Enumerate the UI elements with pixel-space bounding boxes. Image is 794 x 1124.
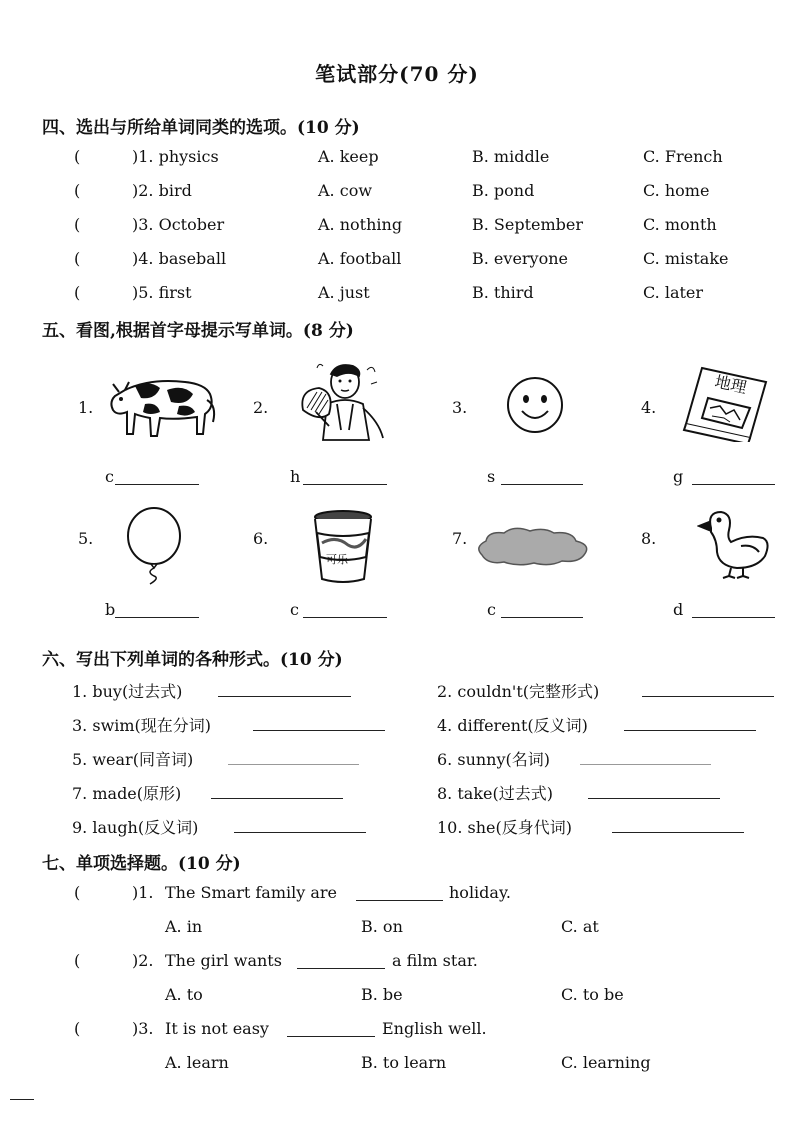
- option-a: A. to: [165, 985, 203, 1004]
- section-6-heading: 六、写出下列单词的各种形式。(10 分): [42, 650, 343, 670]
- question-4-5: )5. first: [132, 283, 192, 302]
- answer-blank[interactable]: [303, 470, 387, 489]
- answer-blank[interactable]: [580, 750, 711, 769]
- option-c: C. home: [643, 181, 710, 200]
- question-number: )2.: [132, 951, 154, 970]
- section-5-heading: 五、看图,根据首字母提示写单词。(8 分): [42, 321, 354, 341]
- question-text-end: English well.: [382, 1019, 487, 1038]
- question-number: )3.: [132, 1019, 154, 1038]
- answer-paren: (: [74, 883, 81, 902]
- word-form-item: 10. she(反身代词): [437, 818, 573, 837]
- option-a: A. in: [165, 917, 203, 936]
- answer-blank[interactable]: [303, 603, 387, 622]
- answer-paren: (: [74, 215, 81, 234]
- option-b: B. September: [472, 215, 584, 234]
- question-4-3: )3. October: [132, 215, 225, 234]
- footer-rule: [10, 1099, 34, 1100]
- word-form-item: 8. take(过去式): [437, 784, 553, 803]
- option-a: A. just: [318, 283, 370, 302]
- picture-number: 3.: [452, 398, 468, 417]
- page-title: 笔试部分(70 分): [315, 62, 479, 86]
- question-4-1: )1. physics: [132, 147, 219, 166]
- option-b: B. be: [361, 985, 403, 1004]
- cup-label: 可乐: [326, 553, 348, 566]
- answer-blank[interactable]: [211, 784, 343, 803]
- word-form-item: 3. swim(现在分词): [72, 716, 212, 735]
- picture-number: 7.: [452, 529, 468, 548]
- option-a: A. cow: [318, 181, 373, 200]
- word-form-item: 6. sunny(名词): [437, 750, 551, 769]
- answer-blank[interactable]: [115, 470, 199, 489]
- question-text-end: a film star.: [392, 951, 478, 970]
- option-b: B. on: [361, 917, 403, 936]
- duck-icon: [697, 508, 772, 580]
- word-form-item: 7. made(原形): [72, 784, 182, 803]
- option-c: C. later: [643, 283, 704, 302]
- cow-icon: [105, 372, 220, 442]
- picture-number: 6.: [253, 529, 269, 548]
- option-c: C. learning: [561, 1053, 651, 1072]
- question-text: It is not easy: [165, 1019, 269, 1038]
- question-4-4: )4. baseball: [132, 249, 227, 268]
- option-c: C. at: [561, 917, 599, 936]
- option-a: A. nothing: [318, 215, 403, 234]
- answer-blank[interactable]: [218, 682, 351, 701]
- cloud-icon: [474, 525, 592, 567]
- answer-blank[interactable]: [624, 716, 756, 735]
- answer-blank[interactable]: [287, 1022, 375, 1041]
- answer-blank[interactable]: [297, 954, 385, 973]
- option-c: C. French: [643, 147, 723, 166]
- answer-blank[interactable]: [356, 886, 443, 905]
- option-c: C. to be: [561, 985, 624, 1004]
- picture-number: 4.: [641, 398, 657, 417]
- answer-blank[interactable]: [612, 818, 744, 837]
- answer-blank[interactable]: [501, 603, 583, 622]
- option-c: C. mistake: [643, 249, 729, 268]
- hint-letter: c: [487, 600, 496, 619]
- hint-letter: h: [290, 467, 301, 486]
- answer-paren: (: [74, 283, 81, 302]
- word-form-item: 9. laugh(反义词): [72, 818, 199, 837]
- answer-blank[interactable]: [115, 603, 199, 622]
- option-c: C. month: [643, 215, 717, 234]
- picture-number: 5.: [78, 529, 94, 548]
- section-7-heading: 七、单项选择题。(10 分): [42, 854, 241, 874]
- option-a: A. keep: [318, 147, 379, 166]
- answer-blank[interactable]: [253, 716, 385, 735]
- option-b: B. third: [472, 283, 534, 302]
- question-text: The girl wants: [165, 951, 282, 970]
- answer-blank[interactable]: [588, 784, 720, 803]
- question-number: )1.: [132, 883, 154, 902]
- answer-paren: (: [74, 1019, 81, 1038]
- word-form-item: 4. different(反义词): [437, 716, 588, 735]
- answer-paren: (: [74, 249, 81, 268]
- book-title: 地理: [713, 371, 749, 398]
- answer-blank[interactable]: [501, 470, 583, 489]
- picture-number: 1.: [78, 398, 94, 417]
- picture-number: 2.: [253, 398, 269, 417]
- section-4-heading: 四、选出与所给单词同类的选项。(10 分): [42, 118, 360, 138]
- smile-icon: [505, 375, 565, 435]
- hot-man-fan-icon: [297, 360, 392, 445]
- answer-blank[interactable]: [234, 818, 366, 837]
- hint-letter: s: [487, 467, 496, 486]
- word-form-item: 5. wear(同音词): [72, 750, 194, 769]
- cola-cup-icon: [312, 509, 374, 584]
- question-text: The Smart family are: [165, 883, 338, 902]
- hint-letter: c: [290, 600, 299, 619]
- picture-number: 8.: [641, 529, 657, 548]
- option-b: B. to learn: [361, 1053, 447, 1072]
- word-form-item: 2. couldn't(完整形式): [437, 682, 600, 701]
- balloon-icon: [126, 506, 186, 586]
- question-4-2: )2. bird: [132, 181, 192, 200]
- answer-paren: (: [74, 181, 81, 200]
- option-b: B. everyone: [472, 249, 568, 268]
- answer-blank[interactable]: [642, 682, 774, 701]
- option-b: B. pond: [472, 181, 535, 200]
- option-a: A. football: [318, 249, 402, 268]
- word-form-item: 1. buy(过去式): [72, 682, 183, 701]
- hint-letter: b: [105, 600, 116, 619]
- hint-letter: g: [673, 467, 684, 486]
- hint-letter: d: [673, 600, 684, 619]
- hint-letter: c: [105, 467, 114, 486]
- option-a: A. learn: [165, 1053, 229, 1072]
- answer-blank[interactable]: [692, 470, 775, 489]
- answer-paren: (: [74, 147, 81, 166]
- option-b: B. middle: [472, 147, 550, 166]
- answer-blank[interactable]: [692, 603, 775, 622]
- answer-paren: (: [74, 951, 81, 970]
- answer-blank[interactable]: [228, 750, 359, 769]
- question-text-end: holiday.: [449, 883, 511, 902]
